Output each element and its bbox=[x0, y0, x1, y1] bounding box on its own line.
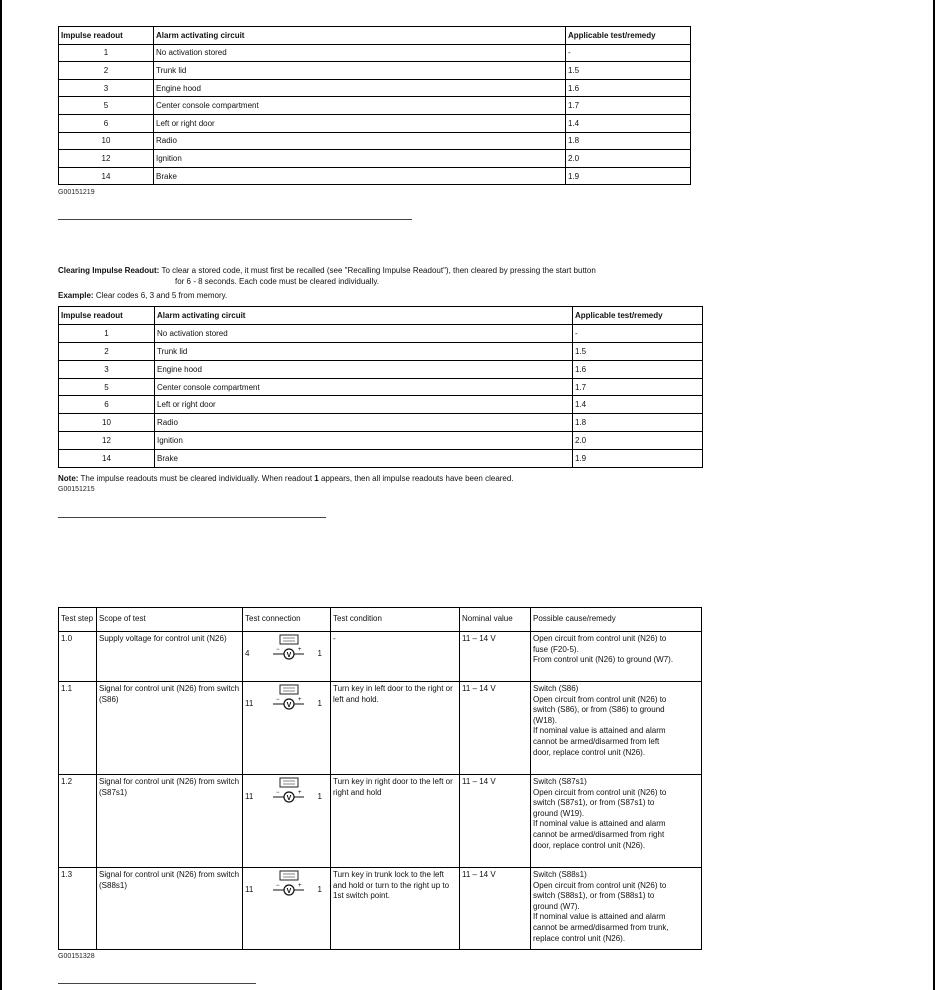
voltmeter-icon bbox=[269, 634, 309, 662]
impulse-readout-cell: 10 bbox=[59, 132, 154, 150]
table-row bbox=[59, 414, 703, 432]
pin-b-label: 1 bbox=[317, 699, 322, 708]
circuit-cell: Brake bbox=[155, 450, 573, 468]
impulse-readout-cell: 2 bbox=[59, 342, 155, 360]
column-header: Nominal value bbox=[460, 608, 531, 632]
column-header: Alarm activating circuit bbox=[155, 307, 573, 325]
column-header: Applicable test/remedy bbox=[573, 307, 703, 325]
remedy-line: switch (S88s1), or from (S88s1) to bbox=[533, 891, 655, 901]
remedy-line: cannot be armed/disarmed from right bbox=[533, 829, 665, 839]
remedy-line: switch (S87s1), or from (S87s1) to bbox=[533, 798, 655, 808]
connection-cell bbox=[243, 632, 331, 682]
figure-reference: G00151219 bbox=[58, 189, 95, 196]
note-label: Note: bbox=[58, 474, 79, 483]
remedy-line: cannot be armed/disarmed from left bbox=[533, 736, 660, 746]
divider bbox=[58, 983, 256, 984]
pin-b-label: 1 bbox=[317, 885, 322, 894]
svg-text:−: − bbox=[276, 883, 280, 889]
example-text: Clear codes 6, 3 and 5 from memory. bbox=[95, 291, 228, 300]
column-header: Test condition bbox=[331, 608, 460, 632]
divider bbox=[58, 517, 326, 518]
svg-text:−: − bbox=[276, 697, 280, 703]
impulse-readout-cell: 1 bbox=[59, 324, 155, 342]
impulse-readout-cell: 2 bbox=[59, 62, 154, 80]
example-label: Example: bbox=[58, 291, 94, 300]
circuit-cell: Ignition bbox=[155, 432, 573, 450]
test-step-cell: 1.3 bbox=[59, 868, 97, 950]
impulse-readout-cell: 10 bbox=[59, 414, 155, 432]
nominal-value-cell: 11 – 14 V bbox=[460, 682, 531, 775]
remedy-line: Switch (S86) bbox=[533, 684, 579, 693]
impulse-readout-cell: 14 bbox=[59, 450, 155, 468]
nominal-value-cell: 11 – 14 V bbox=[460, 632, 531, 682]
remedy-line: Switch (S88s1) bbox=[533, 870, 587, 879]
table-row bbox=[59, 79, 691, 97]
test-cell: 2.0 bbox=[573, 432, 703, 450]
clearing-text-line-2: for 6 - 8 seconds. Each code must be cleared individually. bbox=[175, 277, 379, 286]
remedy-cell bbox=[531, 868, 702, 950]
clearing-text-line-1: To clear a stored code, it must first be recalled (see "Recalling Impulse Readout"), then cleared by pressing the start button bbox=[161, 266, 596, 275]
page-edge-left bbox=[0, 0, 2, 990]
figure-reference: G00151215 bbox=[58, 486, 95, 493]
condition-cell: Turn key in trunk lock to the left and hold or turn to the right up to 1st switch point. bbox=[331, 868, 460, 950]
table-row bbox=[59, 450, 703, 468]
table-row bbox=[59, 324, 703, 342]
connection-cell bbox=[243, 868, 331, 950]
column-header: Impulse readout bbox=[59, 307, 155, 325]
pin-a-label: 11 bbox=[245, 885, 254, 894]
test-cell: 1.5 bbox=[573, 342, 703, 360]
note-line bbox=[58, 473, 514, 484]
test-cell: 1.6 bbox=[573, 360, 703, 378]
test-cell: - bbox=[573, 324, 703, 342]
table-row bbox=[59, 868, 702, 950]
scope-cell: Signal for control unit (N26) from switch (S88s1) bbox=[97, 868, 243, 950]
circuit-cell: Ignition bbox=[154, 150, 566, 168]
pin-a-label: 4 bbox=[245, 649, 250, 658]
connection-cell bbox=[243, 775, 331, 868]
impulse-readout-cell: 1 bbox=[59, 44, 154, 62]
impulse-readout-cell: 12 bbox=[59, 150, 154, 168]
impulse-readout-cell: 5 bbox=[59, 97, 154, 115]
circuit-cell: Trunk lid bbox=[154, 62, 566, 80]
remedy-line: Switch (S87s1) bbox=[533, 777, 587, 786]
table-row bbox=[59, 432, 703, 450]
svg-text:+: + bbox=[298, 647, 302, 653]
circuit-cell: Left or right door bbox=[155, 396, 573, 414]
remedy-line: From control unit (N26) to ground (W7). bbox=[533, 655, 674, 665]
remedy-line: door, replace control unit (N26). bbox=[533, 747, 646, 757]
remedy-cell bbox=[531, 682, 702, 775]
pin-b-label: 1 bbox=[317, 792, 322, 801]
svg-text:+: + bbox=[298, 697, 302, 703]
table-row bbox=[59, 360, 703, 378]
test-cell: 2.0 bbox=[566, 150, 691, 168]
remedy-line: If nominal value is attained and alarm bbox=[533, 912, 666, 922]
example-line bbox=[58, 290, 227, 301]
voltmeter-icon bbox=[269, 870, 309, 898]
remedy-cell bbox=[531, 632, 702, 682]
table-row bbox=[59, 378, 703, 396]
nominal-value-cell: 11 – 14 V bbox=[460, 868, 531, 950]
test-step-cell: 1.1 bbox=[59, 682, 97, 775]
test-cell: 1.8 bbox=[566, 132, 691, 150]
test-cell: 1.5 bbox=[566, 62, 691, 80]
note-text-a: The impulse readouts must be cleared individually. When readout bbox=[80, 474, 313, 483]
clearing-instructions bbox=[58, 265, 928, 276]
pin-b-label: 1 bbox=[317, 649, 322, 658]
circuit-cell: No activation stored bbox=[155, 324, 573, 342]
impulse-readout-cell: 5 bbox=[59, 378, 155, 396]
condition-cell: Turn key in right door to the left or right and hold bbox=[331, 775, 460, 868]
test-cell: 1.7 bbox=[573, 378, 703, 396]
test-cell: 1.4 bbox=[573, 396, 703, 414]
circuit-cell: Center console compartment bbox=[155, 378, 573, 396]
table-row bbox=[59, 396, 703, 414]
remedy-line: Open circuit from control unit (N26) to bbox=[533, 787, 667, 797]
svg-text:V: V bbox=[286, 888, 292, 895]
test-cell: - bbox=[566, 44, 691, 62]
svg-text:+: + bbox=[298, 790, 302, 796]
note-readout-number: 1 bbox=[314, 474, 319, 483]
impulse-readout-cell: 6 bbox=[59, 114, 154, 132]
table-row bbox=[59, 632, 702, 682]
circuit-cell: Radio bbox=[155, 414, 573, 432]
divider bbox=[58, 219, 412, 220]
remedy-line: ground (W7). bbox=[533, 901, 580, 911]
circuit-cell: No activation stored bbox=[154, 44, 566, 62]
column-header: Possible cause/remedy bbox=[531, 608, 702, 632]
remedy-line: ground (W19). bbox=[533, 808, 585, 818]
column-header: Alarm activating circuit bbox=[154, 27, 566, 45]
svg-text:V: V bbox=[286, 652, 292, 659]
svg-text:V: V bbox=[286, 795, 292, 802]
figure-reference: G00151328 bbox=[58, 953, 95, 960]
test-step-cell: 1.2 bbox=[59, 775, 97, 868]
condition-cell: Turn key in left door to the right or left and hold. bbox=[331, 682, 460, 775]
remedy-line: If nominal value is attained and alarm bbox=[533, 819, 666, 829]
test-cell: 1.6 bbox=[566, 79, 691, 97]
circuit-cell: Trunk lid bbox=[155, 342, 573, 360]
test-cell: 1.7 bbox=[566, 97, 691, 115]
column-header: Impulse readout bbox=[59, 27, 154, 45]
svg-text:V: V bbox=[286, 702, 292, 709]
scope-cell: Signal for control unit (N26) from switch (S86) bbox=[97, 682, 243, 775]
circuit-cell: Radio bbox=[154, 132, 566, 150]
table-row bbox=[59, 682, 702, 775]
column-header: Test step bbox=[59, 608, 97, 632]
remedy-line: If nominal value is attained and alarm bbox=[533, 726, 666, 736]
remedy-line: door, replace control unit (N26). bbox=[533, 840, 646, 850]
column-header: Scope of test bbox=[97, 608, 243, 632]
test-cell: 1.9 bbox=[573, 450, 703, 468]
table-row bbox=[59, 775, 702, 868]
impulse-readout-cell: 3 bbox=[59, 79, 154, 97]
svg-text:+: + bbox=[298, 883, 302, 889]
pin-a-label: 11 bbox=[245, 699, 254, 708]
remedy-line: (W18). bbox=[533, 715, 557, 725]
table-row bbox=[59, 167, 691, 185]
circuit-cell: Engine hood bbox=[155, 360, 573, 378]
impulse-readout-cell: 3 bbox=[59, 360, 155, 378]
remedy-line: switch (S86), or from (S86) to ground bbox=[533, 705, 665, 715]
voltmeter-icon bbox=[269, 684, 309, 712]
table-row bbox=[59, 44, 691, 62]
remedy-line: Open circuit from control unit (N26) to bbox=[533, 694, 667, 704]
circuit-cell: Left or right door bbox=[154, 114, 566, 132]
clearing-label: Clearing Impulse Readout: bbox=[58, 266, 160, 275]
condition-cell: - bbox=[331, 632, 460, 682]
test-cell: 1.8 bbox=[573, 414, 703, 432]
table-row bbox=[59, 114, 691, 132]
svg-text:−: − bbox=[276, 790, 280, 796]
table-row bbox=[59, 150, 691, 168]
impulse-readout-cell: 6 bbox=[59, 396, 155, 414]
connection-cell bbox=[243, 682, 331, 775]
scope-cell: Signal for control unit (N26) from switch (S87s1) bbox=[97, 775, 243, 868]
column-header: Test connection bbox=[243, 608, 331, 632]
circuit-cell: Brake bbox=[154, 167, 566, 185]
remedy-line: Open circuit from control unit (N26) to bbox=[533, 634, 667, 643]
remedy-cell bbox=[531, 775, 702, 868]
table-row bbox=[59, 342, 703, 360]
note-text-b: appears, then all impulse readouts have been cleared. bbox=[320, 474, 514, 483]
remedy-line: cannot be armed/disarmed from trunk, bbox=[533, 922, 669, 932]
table-row bbox=[59, 132, 691, 150]
column-header: Applicable test/remedy bbox=[566, 27, 691, 45]
svg-text:−: − bbox=[276, 647, 280, 653]
circuit-cell: Engine hood bbox=[154, 79, 566, 97]
remedy-line: Open circuit from control unit (N26) to bbox=[533, 880, 667, 890]
table-row bbox=[59, 97, 691, 115]
pin-a-label: 11 bbox=[245, 792, 254, 801]
circuit-cell: Center console compartment bbox=[154, 97, 566, 115]
impulse-readout-table-2 bbox=[58, 306, 703, 468]
remedy-line: fuse (F20-5). bbox=[533, 644, 579, 654]
impulse-readout-cell: 14 bbox=[59, 167, 154, 185]
remedy-line: replace control unit (N26). bbox=[533, 933, 626, 943]
test-cell: 1.4 bbox=[566, 114, 691, 132]
nominal-value-cell: 11 – 14 V bbox=[460, 775, 531, 868]
voltmeter-icon bbox=[269, 777, 309, 805]
impulse-readout-cell: 12 bbox=[59, 432, 155, 450]
scope-cell: Supply voltage for control unit (N26) bbox=[97, 632, 243, 682]
test-procedure-table bbox=[58, 607, 702, 950]
test-step-cell: 1.0 bbox=[59, 632, 97, 682]
test-cell: 1.9 bbox=[566, 167, 691, 185]
impulse-readout-table-1 bbox=[58, 26, 691, 185]
table-row bbox=[59, 62, 691, 80]
